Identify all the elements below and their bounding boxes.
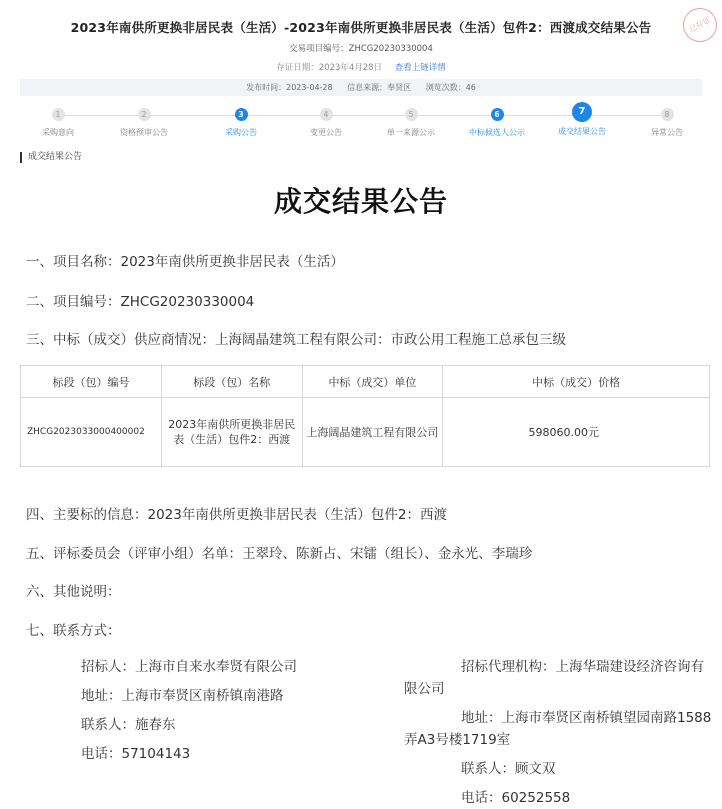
other-notes: 六、其他说明： (26, 584, 121, 600)
project-number-label: 交易项目编号： (289, 44, 349, 54)
step-number: 4 (320, 108, 333, 121)
archive-line (0, 61, 722, 73)
cell-winning-unit: 上海阔晶建筑工程有限公司 (302, 398, 443, 467)
contact-heading: 七、联系方式： (26, 623, 121, 639)
table-header-row (21, 366, 710, 398)
buyer-address: 地址：上海市奉贤区南桥镇南港路 (81, 688, 284, 704)
step-label: 采购意向 (42, 128, 74, 137)
step-label: 资格预审公告 (120, 128, 168, 137)
cell-lot-name: 2023年南供所更换非居民表（生活）包件2：西渡 (161, 398, 302, 467)
award-table (20, 365, 710, 467)
cell-winning-price: 598060.00元 (443, 398, 710, 467)
step-procurement-intent[interactable] (18, 104, 98, 138)
buyer-name: 招标人：上海市自来水奉贤有限公司 (81, 659, 297, 675)
review-committee: 五、评标委员会（评审小组）名单：王翠玲、陈新占、宋镭（组长）、金永光、李瑞珍 (26, 546, 533, 562)
step-label: 单一来源公示 (387, 128, 435, 137)
step-single-source[interactable] (371, 104, 451, 138)
info-bar (20, 79, 702, 96)
archive-date: 存证日期：2023年4月28日 (276, 63, 383, 73)
buyer-phone: 电话：57104143 (81, 746, 191, 762)
step-candidate-notice[interactable] (457, 104, 537, 138)
agent-contact (404, 656, 712, 809)
supplier-info: 三、中标（成交）供应商情况：上海阔晶建筑工程有限公司：市政公用工程施工总承包三级 (26, 332, 566, 348)
view-chain-details-link[interactable]: 查看上链详情 (394, 63, 446, 73)
header-winning-unit: 中标（成交）单位 (302, 366, 443, 398)
step-number: 6 (491, 108, 504, 121)
project-name: 一、项目名称：2023年南供所更换非居民表（生活） (26, 254, 344, 270)
page-title: 2023年南供所更换非居民表（生活）-2023年南供所更换非居民表（生活）包件2：西渡成交结果公告 (70, 20, 652, 35)
table-row (21, 398, 710, 467)
step-label: 采购公告 (225, 128, 257, 137)
section-tag: 成交结果公告 (20, 152, 82, 163)
step-number: 7 (572, 102, 592, 122)
step-number: 8 (661, 108, 674, 121)
project-number: 二、项目编号：ZHCG20230330004 (26, 294, 255, 310)
buyer-person: 联系人：施春东 (81, 717, 176, 733)
step-procurement-notice[interactable] (201, 104, 281, 138)
header-lot-name: 标段（包）名称 (161, 366, 302, 398)
archive-stamp: 已存证 (677, 2, 722, 48)
step-label: 成交结果公告 (558, 127, 606, 136)
document-title: 成交结果公告 (273, 185, 448, 218)
step-number: 3 (235, 108, 248, 121)
cell-lot-code: ZHCG2023033000400002 (21, 398, 162, 467)
project-number-value: ZHCG20230330004 (348, 44, 433, 54)
agent-person: 联系人：顾文双 (461, 761, 556, 777)
step-number: 2 (138, 108, 151, 121)
publish-time: 发布时间：2023-04-28 (246, 83, 333, 92)
main-subject-info: 四、主要标的信息：2023年南供所更换非居民表（生活）包件2：西渡 (26, 507, 447, 523)
step-number: 5 (405, 108, 418, 121)
step-exception-notice[interactable] (627, 104, 707, 138)
step-prequalification[interactable] (104, 104, 184, 138)
step-label: 异常公告 (651, 128, 683, 137)
buyer-contact (81, 656, 381, 772)
project-number-line (0, 42, 722, 54)
step-label: 变更公告 (310, 128, 342, 137)
header-winning-price: 中标（成交）价格 (443, 366, 710, 398)
view-count: 浏览次数：46 (425, 83, 476, 92)
step-result-notice[interactable] (542, 102, 622, 137)
agent-address: 地址：上海市奉贤区南桥镇望园南路1588弄A3号楼1719室 (404, 710, 712, 748)
agent-name: 招标代理机构：上海华瑞建设经济咨询有限公司 (404, 659, 704, 697)
step-change-notice[interactable] (286, 104, 366, 138)
step-label: 中标候选人公示 (469, 128, 525, 137)
info-source: 信息来源：奉贤区 (347, 83, 412, 92)
header-lot-code: 标段（包）编号 (21, 366, 162, 398)
step-number: 1 (52, 108, 65, 121)
process-steps (0, 104, 722, 144)
agent-phone: 电话：60252558 (461, 790, 571, 806)
